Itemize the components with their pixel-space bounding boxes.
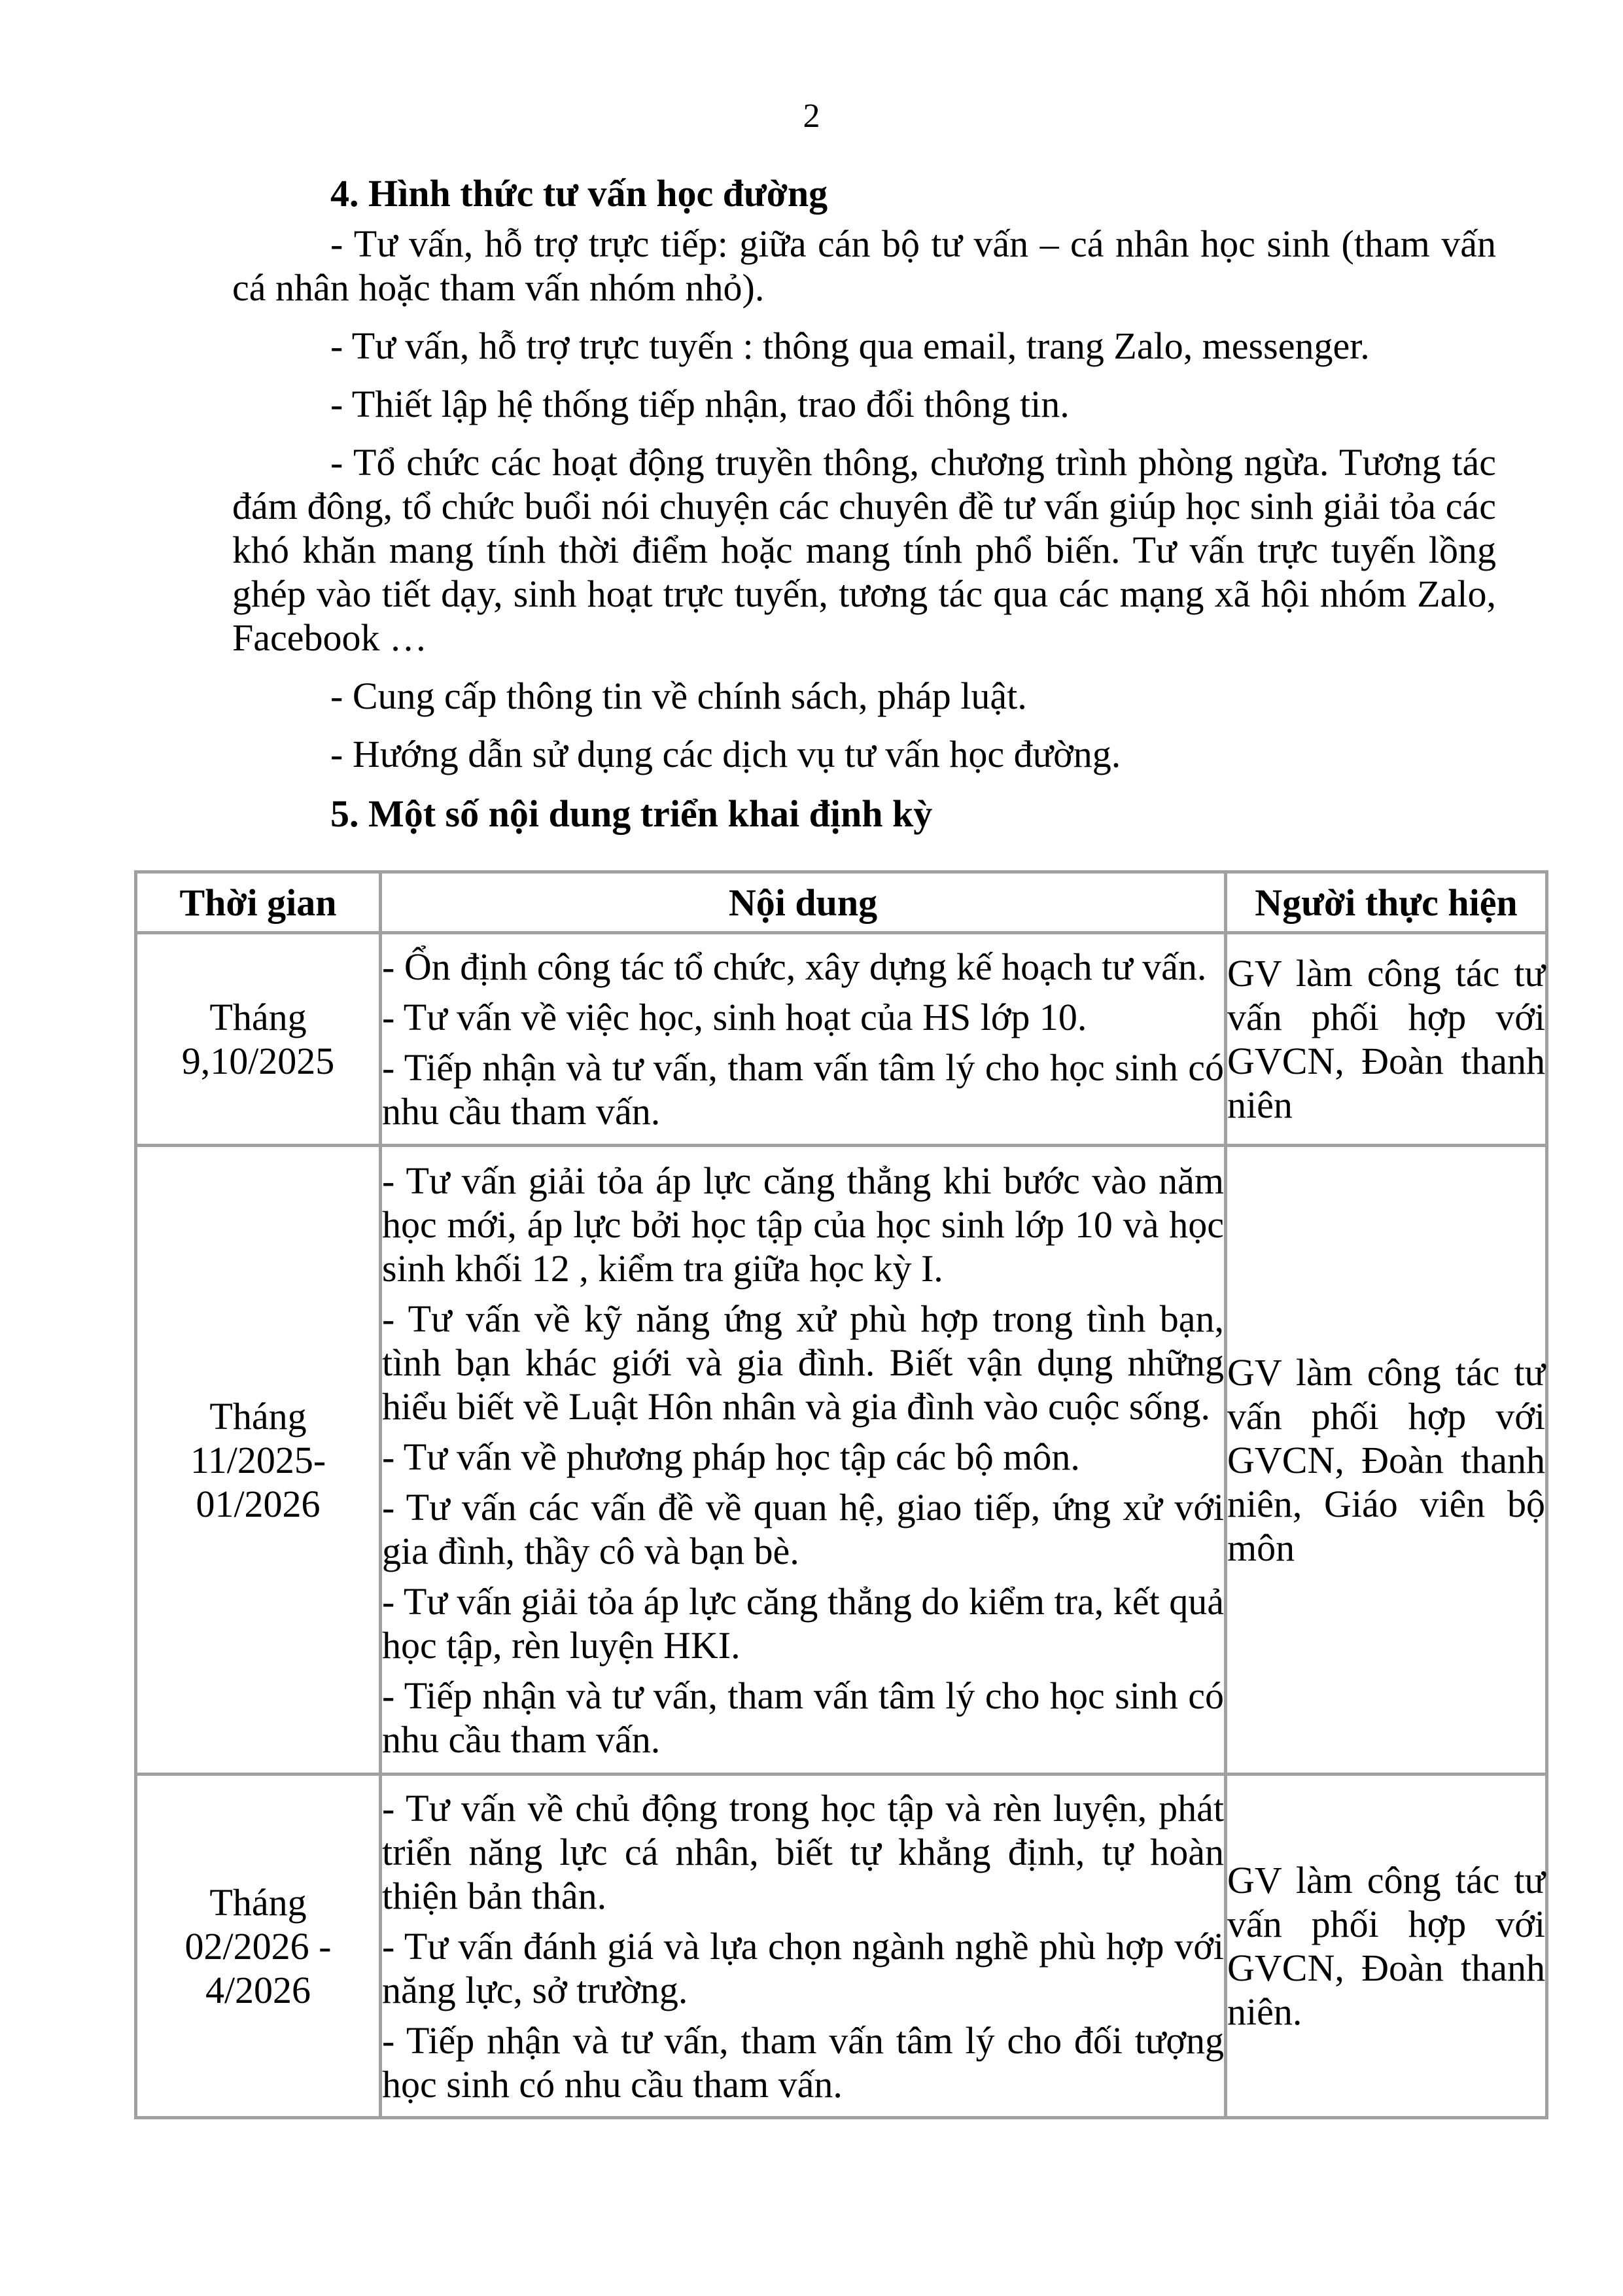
page-number: 2 <box>803 97 820 135</box>
schedule-table <box>134 870 1548 2119</box>
table-header-row <box>136 872 1547 933</box>
paragraph-communication-activities: - Tổ chức các hoạt động truyền thông, chương trình phòng ngừa. Tương tác đám đông, tổ chức buổi nói chuyện các chuyên đề tư vấn giúp học sinh giải tỏa các khó khăn mang tính thời điểm hoặc mang tính phổ biến. Tư vấn trực tuyến lồng ghép vào tiết dạy, sinh hoạt trực tuyến, tương tác qua các mạng xã hội nhóm Zalo, Facebook … <box>232 441 1496 659</box>
content-item: - Tư vấn về chủ động trong học tập và rèn luyện, phát triển năng lực cá nhân, biết tự khẳng định, tự hoàn thiện bản thân. <box>382 1786 1224 1917</box>
content-cell <box>381 1146 1226 1775</box>
person-cell <box>1226 1146 1547 1775</box>
content-item: - Tư vấn giải tỏa áp lực căng thẳng khi bước vào năm học mới, áp lực bởi học tập của học sinh lớp 10 và học sinh khối 12 , kiểm tra giữa học kỳ I. <box>382 1159 1224 1290</box>
content-cell <box>381 1775 1226 2118</box>
time-cell <box>136 1775 381 2118</box>
section-4-heading: 4. Hình thức tư vấn học đường <box>330 172 828 215</box>
person-cell <box>1226 933 1547 1146</box>
header-time: Thời gian <box>136 872 381 933</box>
time-range-start: 11/2025- <box>190 1438 326 1481</box>
paragraph-direct-counseling: - Tư vấn, hỗ trợ trực tiếp: giữa cán bộ tư vấn – cá nhân học sinh (tham vấn cá nhân hoặc tham vấn nhóm nhỏ). <box>232 222 1496 309</box>
time-cell <box>136 933 381 1146</box>
table-row <box>136 1775 1547 2118</box>
table-row <box>136 933 1547 1146</box>
time-label: Tháng <box>209 1394 307 1438</box>
table-row <box>136 1146 1547 1775</box>
content-item: - Tư vấn giải tỏa áp lực căng thẳng do kiểm tra, kết quả học tập, rèn luyện HKI. <box>382 1580 1224 1667</box>
person-text: GV làm công tác tư vấn phối hợp với GVCN, Đoàn thanh niên <box>1227 952 1545 1126</box>
time-cell <box>136 1146 381 1775</box>
person-cell <box>1226 1775 1547 2118</box>
header-content: Nội dung <box>381 872 1226 933</box>
person-text: GV làm công tác tư vấn phối hợp với GVCN, Đoàn thanh niên. <box>1227 1859 1545 2033</box>
time-range-end: 01/2026 <box>196 1482 321 1525</box>
content-item: - Tiếp nhận và tư vấn, tham vấn tâm lý cho học sinh có nhu cầu tham vấn. <box>382 1046 1224 1133</box>
time-range-end: 4/2026 <box>205 1968 311 2011</box>
content-item: - Tư vấn về việc học, sinh hoạt của HS lớp 10. <box>382 996 1087 1038</box>
time-label: Tháng <box>209 1881 307 1924</box>
section-5-heading: 5. Một số nội dung triển khai định kỳ <box>330 792 933 835</box>
paragraph-service-guidance: - Hướng dẫn sử dụng các dịch vụ tư vấn học đường. <box>330 733 1121 775</box>
time-range: 9,10/2025 <box>181 1040 335 1082</box>
person-text: GV làm công tác tư vấn phối hợp với GVCN, Đoàn thanh niên, Giáo viên bộ môn <box>1227 1351 1545 1569</box>
time-range-start: 02/2026 - <box>184 1924 332 1968</box>
paragraph-policy-information: - Cung cấp thông tin về chính sách, pháp luật. <box>330 675 1027 717</box>
content-item: - Tư vấn các vấn đề về quan hệ, giao tiếp, ứng xử với gia đình, thầy cô và bạn bè. <box>382 1485 1224 1572</box>
document-body <box>232 171 1496 836</box>
content-item: - Tư vấn về kỹ năng ứng xử phù hợp trong tình bạn, tình bạn khác giới và gia đình. Biết vận dụng những hiểu biết về Luật Hôn nhân và gia đình vào cuộc sống. <box>382 1297 1224 1428</box>
content-item: - Tiếp nhận và tư vấn, tham vấn tâm lý cho học sinh có nhu cầu tham vấn. <box>382 1674 1224 1761</box>
paragraph-online-counseling: - Tư vấn, hỗ trợ trực tuyến : thông qua email, trang Zalo, messenger. <box>330 325 1370 367</box>
time-label: Tháng <box>209 996 307 1038</box>
content-item: - Ổn định công tác tổ chức, xây dựng kế hoạch tư vấn. <box>382 945 1207 988</box>
content-item: - Tiếp nhận và tư vấn, tham vấn tâm lý cho đối tượng học sinh có nhu cầu tham vấn. <box>382 2019 1224 2106</box>
paragraph-reception-system: - Thiết lập hệ thống tiếp nhận, trao đổi thông tin. <box>330 383 1070 425</box>
content-item: - Tư vấn đánh giá và lựa chọn ngành nghề phù hợp với năng lực, sở trường. <box>382 1924 1224 2011</box>
header-person: Người thực hiện <box>1226 872 1547 933</box>
content-cell <box>381 933 1226 1146</box>
content-item: - Tư vấn về phương pháp học tập các bộ môn. <box>382 1435 1080 1478</box>
